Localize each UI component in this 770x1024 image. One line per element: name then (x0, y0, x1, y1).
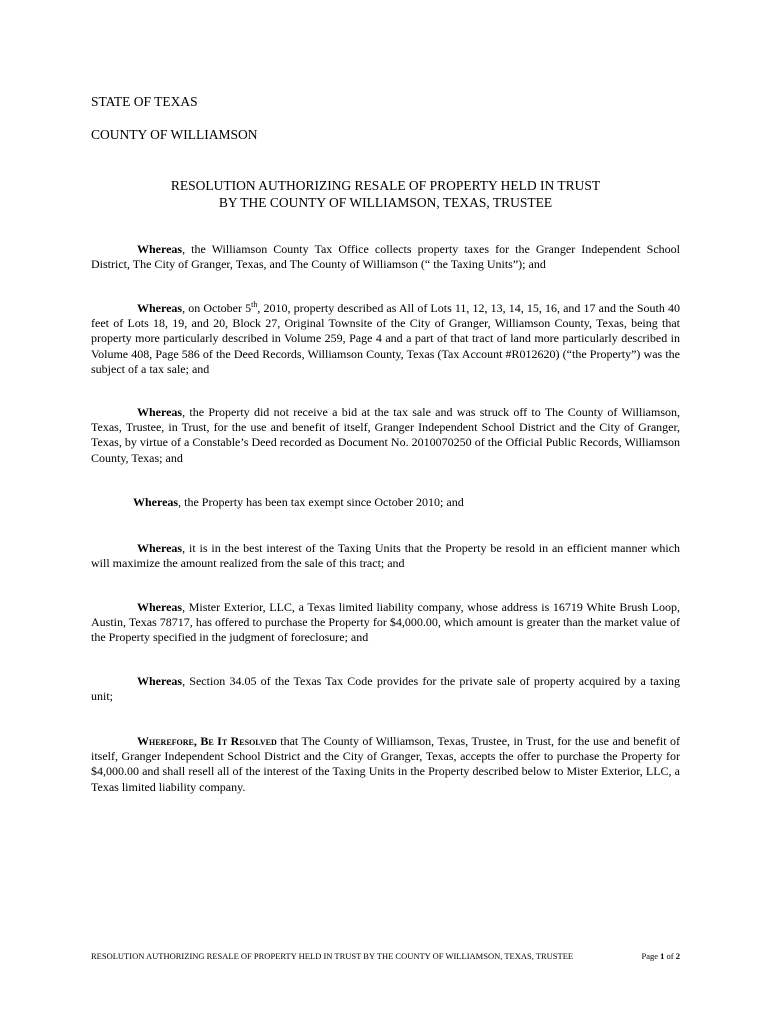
whereas-lead: Whereas (137, 541, 183, 555)
paragraph-text: , the Property did not receive a bid at the tax sale and was struck off to The County of Williamson, Texas, Trustee, in Trust, for the use and benefit of itself, Granger Independent School District and the City of Granger, Texas, by virtue of a Constable’s Deed recorded as Document No. 2010070250 of the Official Public Records, Williamson County, Texas; and (91, 405, 680, 465)
paragraph-text: , the Property has been tax exempt since October 2010; and (178, 495, 464, 509)
resolved-paragraph (91, 734, 680, 795)
paragraph-text: , it is in the best interest of the Taxing Units that the Property be resold in an efficient manner which will maximize the amount realized from the sale of this tract; and (91, 541, 680, 571)
whereas-lead: Whereas (137, 242, 183, 256)
page-total: 2 (675, 951, 680, 961)
county-heading: COUNTY OF WILLIAMSON (91, 127, 258, 142)
paragraph-text: , on October 5 (182, 301, 252, 315)
whereas-paragraph-6 (91, 600, 680, 646)
whereas-paragraph-1 (91, 242, 680, 272)
title-line-1: RESOLUTION AUTHORIZING RESALE OF PROPERTY HELD IN TRUST (170, 178, 601, 193)
state-heading: STATE OF TEXAS (91, 94, 198, 109)
whereas-paragraph-3 (91, 405, 680, 466)
page-of: of (664, 951, 676, 961)
whereas-paragraph-2 (91, 301, 680, 377)
paragraph-text: , 2010, property described as All of Lots 11, 12, 13, 14, 15, 16, and 17 and the South 40 feet of Lots 18, 19, and 20, Block 27, Original Townsite of the City of Granger, Williamson County, Texas, being that property more particularly described in Volume 259, Page 4 and a part of that tract of land more particularly described in Volume 408, Page 586 of the Deed Records, Williamson County, Texas (Tax Account #R012620) (“the Property”) was the subject of a tax sale; and (91, 301, 680, 376)
paragraph-text: , Mister Exterior, LLC, a Texas limited liability company, whose address is 16719 White Brush Loop, Austin, Texas 78717, has offered to purchase the Property for $4,000.00, which amount is greater than the market value of the Property specified in the judgment of foreclosure; and (91, 600, 680, 645)
resolution-title (91, 177, 680, 211)
page-number (642, 951, 681, 962)
whereas-lead: Whereas (137, 600, 183, 614)
whereas-paragraph-4 (91, 495, 680, 510)
whereas-paragraph-7 (91, 674, 680, 704)
ordinal-superscript: th (251, 300, 258, 309)
whereas-lead: Whereas (137, 301, 183, 315)
footer-title: RESOLUTION AUTHORIZING RESALE OF PROPERTY HELD IN TRUST BY THE COUNTY OF WILLIAMSON, TEXAS, TRUSTEE (91, 951, 574, 961)
page-prefix: Page (641, 951, 661, 961)
whereas-lead: Whereas (137, 674, 183, 688)
title-line-2: BY THE COUNTY OF WILLIAMSON, TEXAS, TRUSTEE (218, 195, 553, 210)
paragraph-text: that The County of Williamson, Texas, Trustee, in Trust, for the use and benefit of itself, Granger Independent School District and the City of Granger, Texas, accepts the offer to purchase the Property for $4,000.00 and shall resell all of the interest of the Taxing Units in the Property described below to Mister Exterior, LLC, a Texas limited liability company. (91, 734, 681, 794)
whereas-lead: Whereas (133, 495, 179, 509)
paragraph-text: , Section 34.05 of the Texas Tax Code provides for the private sale of property acquired by a taxing unit; (91, 674, 680, 704)
whereas-lead: Whereas (137, 405, 183, 419)
paragraph-text: , the Williamson County Tax Office collects property taxes for the Granger Independent School District, The City of Granger, Texas, and The County of Williamson (“ the Taxing Units”); and (91, 242, 680, 272)
page-current: 1 (660, 951, 665, 961)
whereas-paragraph-5 (91, 541, 680, 571)
resolved-lead: Wherefore, Be It Resolved (137, 734, 277, 748)
